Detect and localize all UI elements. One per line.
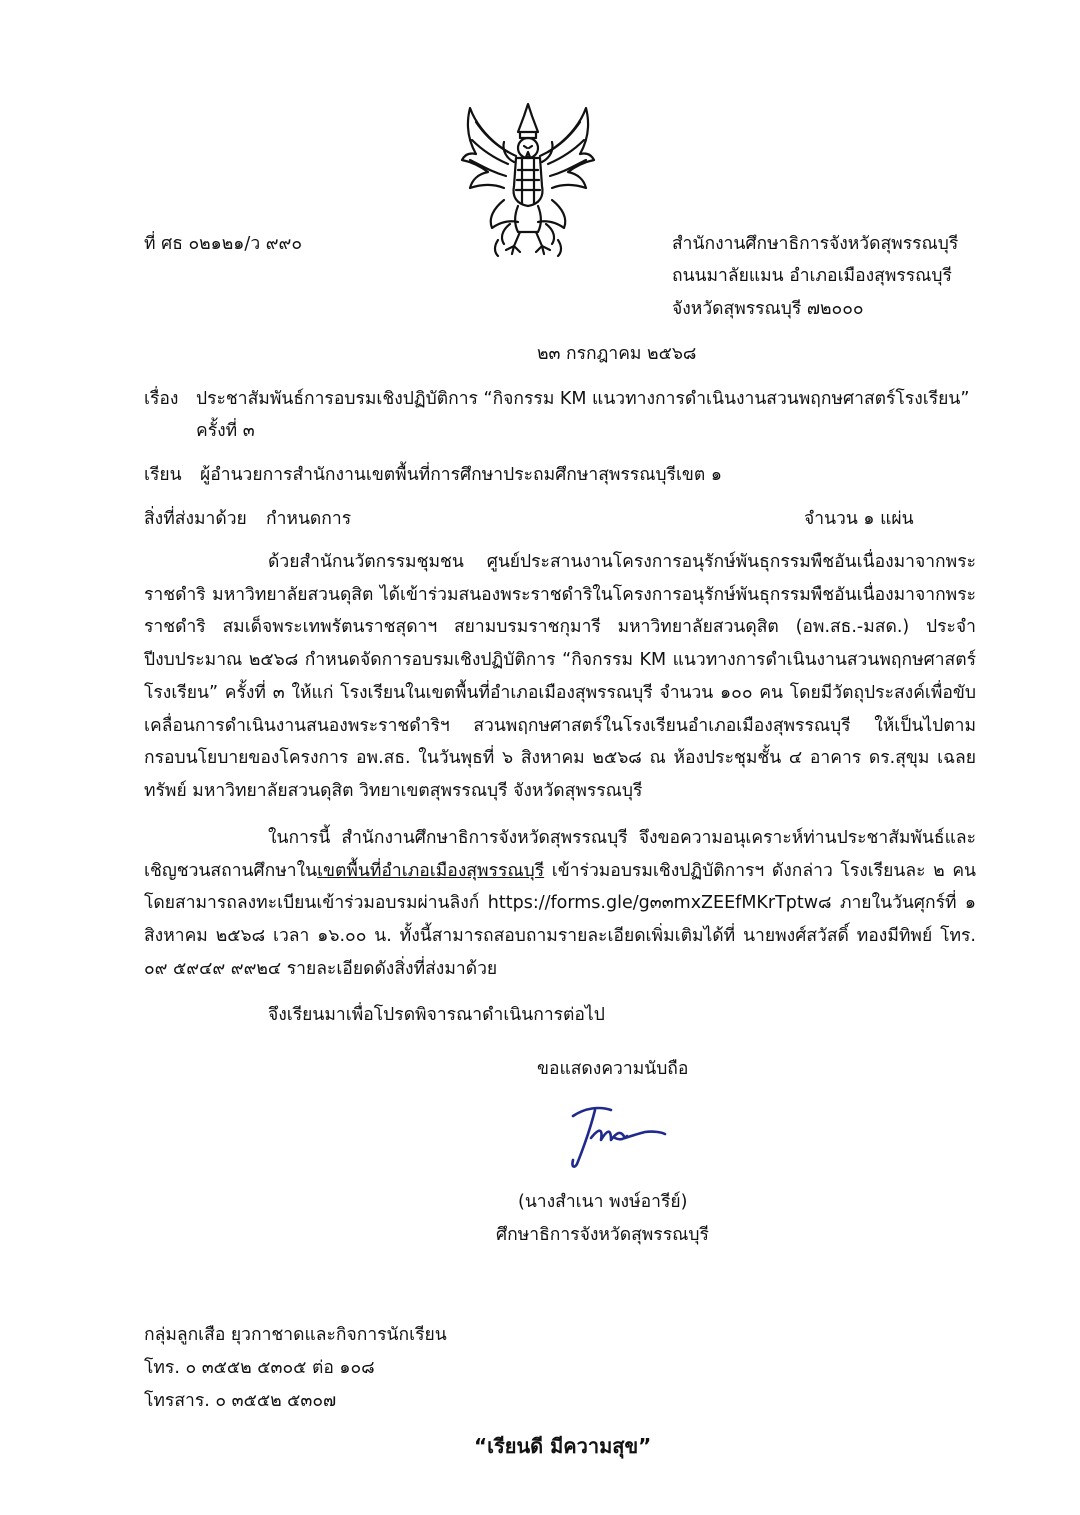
signer-name: (นางสำเนา พงษ์อารีย์) bbox=[518, 1192, 688, 1212]
recipient-text: ผู้อำนวยการสำนักงานเขตพื้นที่การศึกษาประถมศึกษาสุพรรณบุรีเขต ๑ bbox=[200, 465, 722, 485]
garuda-emblem-icon bbox=[458, 100, 598, 260]
office-address-line3: จังหวัดสุพรรณบุรี ๗๒๐๐๐ bbox=[672, 299, 864, 319]
document-number: ที่ ศธ ๐๒๑๒๑/ว ๙๙๐ bbox=[144, 234, 303, 254]
handwritten-signature-icon bbox=[555, 1098, 670, 1172]
enclosure-count: จำนวน ๑ แผ่น bbox=[804, 509, 914, 529]
closing-request: จึงเรียนมาเพื่อโปรดพิจารณาดำเนินการต่อไป bbox=[268, 1005, 605, 1025]
body-paragraph-2-container bbox=[144, 822, 976, 986]
office-address-line1: สำนักงานศึกษาธิการจังหวัดสุพรรณบุรี bbox=[672, 234, 959, 254]
body-paragraph-1: ด้วยสำนักนวัตกรรมชุมชน ศูนย์ประสานงานโครงการอนุรักษ์พันธุกรรมพืชอันเนื่องมาจากพระราชดำริ มหาวิทยาลัยสวนดุสิต ได้เข้าร่วมสนองพระราชดำริในโครงการอนุรักษ์พันธุกรรมพืชอันเนื่องมาจากพระราชดำริ สมเด็จพระเทพรัตนราชสุดาฯ สยามบรมราชกุมารี มหาวิทยาลัยสวนดุสิต (อพ.สธ.-มสด.) ประจำปีงบประมาณ ๒๕๖๘ กำหนดจัดการอบรมเชิงปฏิบัติการ “กิจกรรม KM แนวทางการดำเนินงานสวนพฤกษศาสตร์โรงเรียน” ครั้งที่ ๓ ให้แก่ โรงเรียนในเขตพื้นที่อำเภอเมืองสุพรรณบุรี จำนวน ๑๐๐ คน โดยมีวัตถุประสงค์เพื่อขับเคลื่อนการดำเนินงานสนองพระราชดำริฯ สวนพฤกษศาสตร์ในโรงเรียนอำเภอเมืองสุพรรณบุรี ให้เป็นไปตามกรอบนโยบายของโครงการ อพ.สธ. ในวันพุธที่ ๖ สิงหาคม ๒๕๖๘ ณ ห้องประชุมชั้น ๔ อาคาร ดร.สุขุม เฉลยทรัพย์ มหาวิทยาลัยสวนดุสิต วิทยาเขตสุพรรณบุรี จังหวัดสุพรรณบุรี bbox=[144, 552, 976, 801]
signer-position: ศึกษาธิการจังหวัดสุพรรณบุรี bbox=[496, 1225, 709, 1245]
paragraph-2-part1: ในการนี้ สำนักงานศึกษาธิการจังหวัดสุพรรณบุรี จึงขอความอนุเคราะห์ท่านประชาสัมพันธ์และเชิญชวนสถานศึกษาใน bbox=[144, 828, 976, 881]
paragraph-2-underlined-area: เขตพื้นที่อำเภอเมืองสุพรรณบุรี bbox=[317, 860, 545, 881]
subject-line2: ครั้งที่ ๓ bbox=[196, 421, 255, 441]
footer-phone: โทร. ๐ ๓๕๕๒ ๕๓๐๕ ต่อ ๑๐๘ bbox=[144, 1358, 375, 1378]
regards: ขอแสดงความนับถือ bbox=[537, 1059, 689, 1079]
subject-line1: ประชาสัมพันธ์การอบรมเชิงปฏิบัติการ “กิจกรรม KM แนวทางการดำเนินงานสวนพฤกษศาสตร์โรงเรียน” bbox=[196, 389, 970, 409]
office-address-line2: ถนนมาลัยแมน อำเภอเมืองสุพรรณบุรี bbox=[672, 266, 952, 286]
body-paragraph-1-container bbox=[144, 546, 976, 808]
motto: “เรียนดี มีความสุข” bbox=[474, 1434, 652, 1458]
document-date: ๒๓ กรกฎาคม ๒๕๖๘ bbox=[537, 344, 697, 364]
paragraph-2-part2: เข้าร่วมอบรมเชิงปฏิบัติการฯ ดังกล่าว โรงเรียนละ ๒ คน โดยสามารถลงทะเบียนเข้าร่วมอบรมผ่านลิงก์ https://forms.gle/g๓๓mxZEEfMKrTptw๘ ภายในวันศุกร์ที่ ๑ สิงหาคม ๒๕๖๘ เวลา ๑๖.๐๐ น. ทั้งนี้สามารถสอบถามรายละเอียดเพิ่มเติมได้ที่ นายพงศ์สวัสดิ์ ทองมีทิพย์ โทร. ๐๙ ๕๙๔๙ ๙๙๒๔ รายละเอียดดังสิ่งที่ส่งมาด้วย bbox=[144, 860, 976, 979]
enclosure-item: กำหนดการ bbox=[266, 509, 352, 529]
body-paragraph-2 bbox=[144, 822, 976, 986]
enclosure-label: สิ่งที่ส่งมาด้วย bbox=[144, 509, 247, 529]
footer-department: กลุ่มลูกเสือ ยุวกาชาดและกิจการนักเรียน bbox=[144, 1325, 447, 1345]
subject-label: เรื่อง bbox=[144, 389, 179, 409]
recipient-label: เรียน bbox=[144, 465, 182, 485]
footer-fax: โทรสาร. ๐ ๓๕๕๒ ๕๓๐๗ bbox=[144, 1391, 337, 1411]
